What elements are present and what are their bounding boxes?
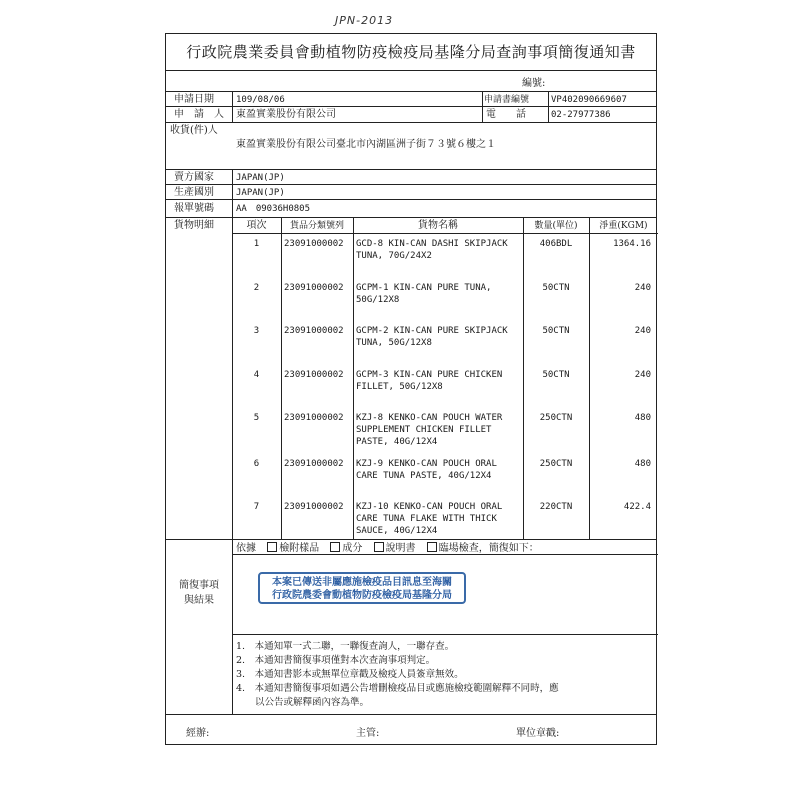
applicant-value: 東盈實業股份有限公司 [236, 109, 336, 120]
row-no: 1 [253, 239, 260, 249]
row-qty: 50CTN [542, 326, 570, 336]
supervisor-label: 主管: [356, 728, 380, 739]
reply-section-label-2: 與結果 [184, 595, 214, 606]
row-code: 23091000002 [284, 283, 344, 293]
declaration-label: 報單號碼 [174, 203, 214, 214]
note-item: 2. 本通知書簡復事項僅對本次查詢事項判定。 [236, 655, 436, 666]
app-no-value: VP402090669607 [551, 95, 627, 105]
handler-label: 經辦: [186, 728, 210, 739]
row-weight: 480 [634, 459, 651, 469]
phone-value: 02-27977386 [551, 110, 611, 120]
goods-label: 貨物明細 [174, 220, 214, 231]
row-name: KZJ-8 KENKO-CAN POUCH WATER SUPPLEMENT CHICKEN FILLET PASTE, 40G/12X4 [356, 413, 503, 447]
apply-date-label: 申請日期 [174, 94, 214, 105]
reply-section-label-1: 簡復事項 [179, 580, 219, 591]
note-item: 以公告或解釋函內容為準。 [236, 697, 370, 708]
row-qty: 50CTN [542, 283, 570, 293]
sample-option: 檢附樣品 [279, 543, 320, 554]
col-header-weight: 淨重(KGM) [599, 221, 648, 231]
row-name: KZJ-9 KENKO-CAN POUCH ORAL CARE TUNA PASTE, 40G/12X4 [356, 459, 497, 481]
row-weight: 422.4 [623, 502, 651, 512]
notice-form [165, 33, 657, 745]
declaration-value: AA 09036H0805 [236, 204, 311, 214]
row-code: 23091000002 [284, 326, 344, 336]
app-no-label: 申請書編號 [484, 95, 530, 105]
stamp-line-1: 本案已傳送非屬應施檢疫品目訊息至海關 [272, 577, 452, 588]
row-weight: 240 [634, 283, 651, 293]
sample-checkbox[interactable] [267, 542, 277, 552]
row-qty: 406BDL [539, 239, 573, 249]
form-title: 行政院農業委員會動植物防疫檢疫局基隆分局查詢事項簡復通知書 [186, 43, 636, 61]
row-name: GCPM-2 KIN-CAN PURE SKIPJACK TUNA, 50G/12X8 [356, 326, 508, 348]
row-name: GCD-8 KIN-CAN DASHI SKIPJACK TUNA, 70G/24X2 [356, 239, 508, 261]
row-qty: 50CTN [542, 370, 570, 380]
row-code: 23091000002 [284, 370, 344, 380]
row-no: 6 [253, 459, 260, 469]
apply-date-value: 109/08/06 [236, 95, 285, 105]
phone-label: 電 話 [486, 109, 526, 120]
seller-country-label: 賣方國家 [174, 172, 214, 183]
stamp-line-2: 行政院農委會動植物防疫檢疫局基隆分局 [272, 590, 452, 601]
official-stamp [258, 572, 466, 604]
row-name: GCPM-1 KIN-CAN PURE TUNA, 50G/12X8 [356, 283, 492, 305]
consignee-value: 東盈實業股份有限公司臺北市內湖區洲子街７３號６樓之１ [236, 139, 496, 150]
manual-option: 說明書 [385, 543, 416, 554]
inspection-checkbox[interactable] [427, 542, 437, 552]
origin-country-label: 生產國別 [174, 187, 214, 198]
serial-label: 編號: [522, 78, 546, 89]
row-code: 23091000002 [284, 459, 344, 469]
unit-seal-label: 單位章戳: [516, 728, 560, 739]
manual-checkbox[interactable] [374, 542, 384, 552]
origin-country-value: JAPAN(JP) [236, 188, 285, 198]
row-no: 5 [253, 413, 260, 423]
row-code: 23091000002 [284, 239, 344, 249]
basis-label: 依據 [236, 543, 256, 554]
notes-list [236, 640, 559, 710]
inspection-option: 臨場檢查，簡復如下： [438, 543, 539, 554]
row-no: 2 [253, 283, 260, 293]
row-qty: 220CTN [539, 502, 573, 512]
col-header-qty: 數量(單位) [534, 221, 578, 231]
note-item: 3. 本通知書影本或無單位章戳及檢疫人員簽章無效。 [236, 669, 464, 680]
ingredient-checkbox[interactable] [330, 542, 340, 552]
row-code: 23091000002 [284, 413, 344, 423]
row-no: 4 [253, 370, 260, 380]
col-header-no: 項次 [246, 220, 267, 231]
col-header-code: 貨品分類號列 [289, 221, 344, 231]
row-weight: 240 [634, 326, 651, 336]
row-weight: 1364.16 [613, 239, 651, 249]
row-code: 23091000002 [284, 502, 344, 512]
row-qty: 250CTN [539, 413, 573, 423]
row-qty: 250CTN [539, 459, 573, 469]
row-no: 3 [253, 326, 260, 336]
consignee-label: 收貨(件)人 [170, 125, 218, 136]
note-item: 1. 本通知單一式二聯，一聯復查詢人，一聯存查。 [236, 641, 455, 652]
row-weight: 240 [634, 370, 651, 380]
row-name: KZJ-10 KENKO-CAN POUCH ORAL CARE TUNA FLAKE WITH THICK SAUCE, 40G/12X4 [356, 502, 503, 536]
row-no: 7 [253, 502, 260, 512]
handwritten-note: JPN-2013 [335, 14, 394, 27]
applicant-label: 申 請 人 [174, 109, 224, 120]
seller-country-value: JAPAN(JP) [236, 173, 285, 183]
col-header-name: 貨物名稱 [418, 220, 458, 231]
row-name: GCPM-3 KIN-CAN PURE CHICKEN FILLET, 50G/12X8 [356, 370, 503, 392]
row-weight: 480 [634, 413, 651, 423]
reply-basis [236, 542, 539, 555]
note-item: 4. 本通知書簡復事項如遇公告增刪檢疫品目或應施檢疫範圍解釋不同時，應 [236, 683, 559, 694]
ingredient-option: 成分 [342, 543, 363, 554]
